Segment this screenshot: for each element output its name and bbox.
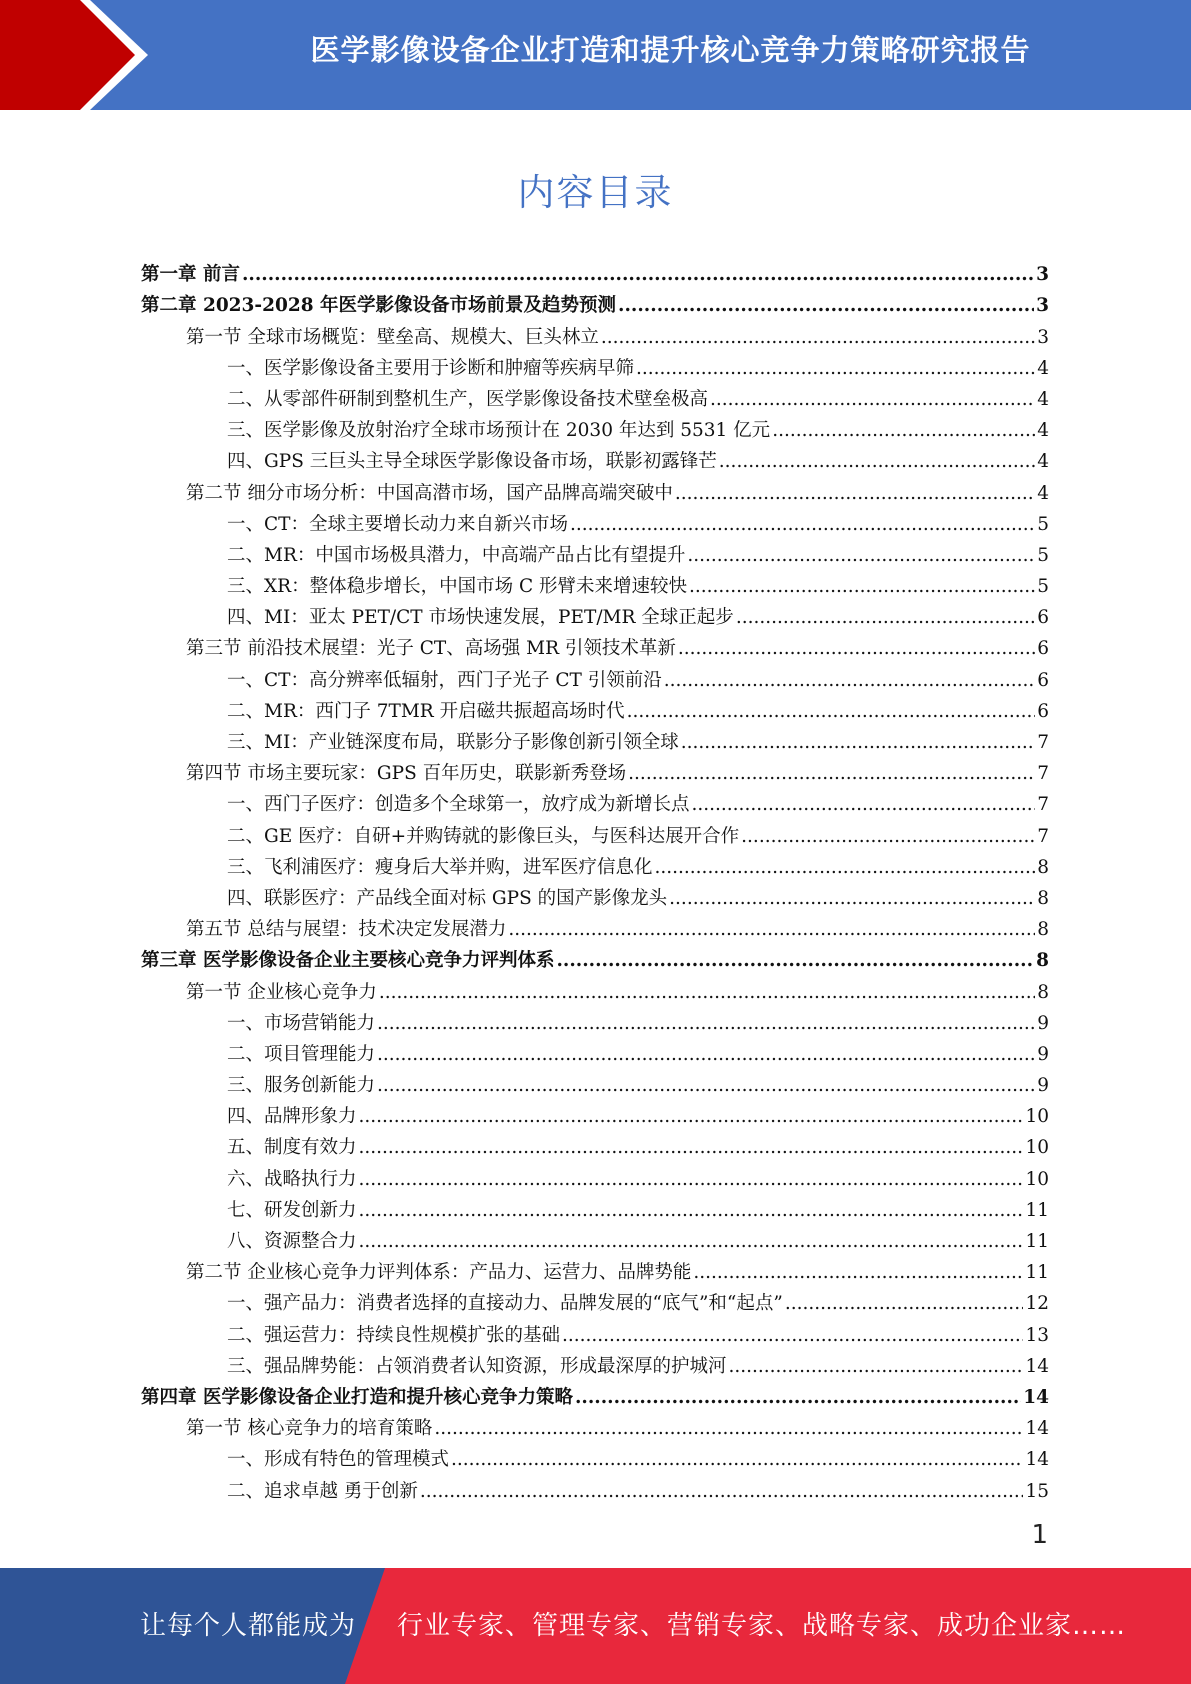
toc-entry-page: 13	[1025, 1324, 1049, 1346]
toc-entry-title: 三、强品牌势能：占领消费者认知资源，形成最深厚的护城河	[227, 1355, 727, 1377]
toc-entry-page: 15	[1025, 1480, 1049, 1502]
toc-entry[interactable]	[141, 349, 1049, 380]
toc-leader-dots	[508, 919, 1035, 941]
toc-entry-page: 10	[1025, 1168, 1049, 1190]
toc-entry[interactable]	[141, 879, 1049, 910]
toc-entry-title: 四、联影医疗：产品线全面对标 GPS 的国产影像龙头	[227, 887, 668, 909]
toc-entry-title: 一、强产品力：消费者选择的直接动力、品牌发展的“底气”和“起点”	[227, 1293, 783, 1315]
toc-leader-dots	[689, 576, 1035, 598]
toc-leader-dots	[678, 638, 1035, 660]
toc-leader-dots	[628, 763, 1035, 785]
toc-entry[interactable]	[141, 785, 1049, 816]
toc-entry[interactable]	[141, 754, 1049, 785]
toc-entry[interactable]	[141, 411, 1049, 442]
toc-entry-title: 第三章 医学影像设备企业主要核心竞争力评判体系	[141, 950, 555, 972]
toc-entry[interactable]	[141, 660, 1049, 691]
toc-entry[interactable]	[141, 536, 1049, 567]
toc-entry-title: 一、西门子医疗：创造多个全球第一，放疗成为新增长点	[227, 794, 690, 816]
toc-entry[interactable]	[141, 692, 1049, 723]
toc-entry-page: 5	[1037, 576, 1049, 598]
toc-entry-title: 第四节 市场主要玩家：GPS 百年历史，联影新秀登场	[186, 763, 627, 785]
toc-leader-dots	[681, 732, 1035, 754]
toc-entry-title: 四、GPS 三巨头主导全球医学影像设备市场，联影初露锋芒	[227, 451, 717, 473]
toc-entry-title: 二、强运营力：持续良性规模扩张的基础	[227, 1324, 561, 1346]
toc-entry-page: 8	[1037, 856, 1049, 878]
toc-leader-dots	[772, 420, 1035, 442]
toc-entry-title: 一、CT：高分辨率低辐射，西门子光子 CT 引领前沿	[227, 669, 662, 691]
toc-entry[interactable]	[141, 1440, 1049, 1471]
toc-entry[interactable]	[141, 1284, 1049, 1315]
toc-entry[interactable]	[141, 972, 1049, 1003]
toc-entry[interactable]	[141, 380, 1049, 411]
toc-entry-title: 四、品牌形象力	[227, 1106, 357, 1128]
toc-entry-page: 8	[1037, 981, 1049, 1003]
toc-entry-title: 第五节 总结与展望：技术决定发展潜力	[186, 919, 507, 941]
toc-entry-page: 4	[1037, 482, 1049, 504]
toc-entry-page: 6	[1037, 607, 1049, 629]
toc-leader-dots	[434, 1418, 1023, 1440]
toc-entry[interactable]	[141, 1159, 1049, 1190]
toc-entry-page: 6	[1037, 700, 1049, 722]
toc-leader-dots	[359, 1231, 1024, 1253]
toc-entry-title: 七、研发创新力	[227, 1199, 357, 1221]
toc-entry-page: 5	[1037, 544, 1049, 566]
toc-leader-dots	[627, 701, 1036, 723]
toc-leader-dots	[785, 1293, 1024, 1315]
toc-entry[interactable]	[141, 1471, 1049, 1502]
footer-slogan-right: 行业专家、管理专家、营销专家、战略专家、成功企业家……	[397, 1611, 1127, 1641]
toc-leader-dots	[636, 358, 1035, 380]
toc-entry-title: 五、制度有效力	[227, 1137, 357, 1159]
toc-entry[interactable]	[141, 1253, 1049, 1284]
toc-entry-title: 一、CT：全球主要增长动力来自新兴市场	[227, 513, 568, 535]
toc-entry-page: 14	[1025, 1418, 1049, 1440]
toc-entry-page: 8	[1037, 887, 1049, 909]
page-footer	[0, 1568, 1191, 1684]
footer-slogan-left: 让每个人都能成为	[140, 1611, 357, 1641]
toc-entry-title: 二、MR：中国市场极具潜力，中高端产品占比有望提升	[227, 544, 686, 566]
toc-entry[interactable]	[141, 473, 1049, 504]
toc-entry[interactable]	[141, 255, 1049, 286]
toc-entry-page: 4	[1037, 357, 1049, 379]
toc-entry-title: 二、项目管理能力	[227, 1043, 376, 1065]
toc-leader-dots	[379, 982, 1035, 1004]
toc-entry[interactable]	[141, 317, 1049, 348]
toc-entry-title: 三、医学影像及放射治疗全球市场预计在 2030 年达到 5531 亿元	[227, 420, 771, 442]
toc-entry-title: 第二节 细分市场分析：中国高潜市场，国产品牌高端突破中	[186, 482, 673, 504]
toc-entry-title: 二、GE 医疗：自研+并购铸就的影像巨头，与医科达展开合作	[227, 825, 740, 847]
toc-entry-title: 第四章 医学影像设备企业打造和提升核心竞争力策略	[141, 1386, 573, 1408]
toc-entry-page: 3	[1037, 326, 1049, 348]
toc-entry-page: 11	[1025, 1262, 1049, 1284]
toc-heading: 内容目录	[517, 171, 674, 214]
toc-entry-page: 9	[1037, 1012, 1049, 1034]
toc-entry-page: 7	[1037, 732, 1049, 753]
toc-entry-title: 一、医学影像设备主要用于诊断和肿瘤等疾病早筛	[227, 357, 635, 379]
toc-entry-page: 9	[1037, 1043, 1049, 1065]
toc-entry-page: 4	[1037, 388, 1049, 410]
toc-leader-dots	[570, 514, 1035, 536]
toc-entry-title: 第一节 核心竞争力的培育策略	[186, 1418, 433, 1440]
toc-entry-page: 10	[1025, 1106, 1049, 1128]
toc-entry-title: 四、MI：亚太 PET/CT 市场快速发展，PET/MR 全球正起步	[227, 607, 734, 629]
toc-entry[interactable]	[141, 1066, 1049, 1097]
toc-leader-dots	[687, 545, 1035, 567]
toc-entry-title: 三、MI：产业链深度布局，联影分子影像创新引领全球	[227, 732, 679, 753]
toc-entry-title: 八、资源整合力	[227, 1231, 357, 1252]
page-header	[0, 0, 1191, 110]
toc-entry[interactable]	[141, 1409, 1049, 1440]
toc-entry-page: 8	[1037, 919, 1049, 941]
toc-leader-dots	[359, 1137, 1024, 1159]
toc-entry[interactable]	[141, 567, 1049, 598]
toc-entry-page: 14	[1025, 1449, 1049, 1471]
toc-entry-page: 4	[1037, 420, 1049, 442]
toc-entry-page: 10	[1025, 1137, 1049, 1159]
toc-entry[interactable]	[141, 505, 1049, 536]
toc-entry-page: 6	[1037, 669, 1049, 691]
toc-leader-dots	[359, 1200, 1024, 1222]
toc-entry-page: 9	[1037, 1075, 1049, 1097]
toc-entry[interactable]	[141, 442, 1049, 473]
toc-entry-title: 第一节 企业核心竞争力	[186, 981, 377, 1003]
toc-entry-title: 第三节 前沿技术展望：光子 CT、高场强 MR 引领技术革新	[186, 638, 676, 660]
toc-leader-dots	[575, 1387, 1021, 1409]
toc-leader-dots	[556, 950, 1034, 972]
toc-entry-title: 一、形成有特色的管理模式	[227, 1449, 450, 1471]
toc-leader-dots	[601, 327, 1035, 349]
toc-entry[interactable]	[141, 1035, 1049, 1066]
toc-leader-dots	[420, 1481, 1024, 1503]
report-title: 医学影像设备企业打造和提升核心竞争力策略研究报告	[310, 33, 1031, 67]
toc-entry[interactable]	[141, 1347, 1049, 1378]
toc-entry-title: 三、服务创新能力	[227, 1075, 376, 1097]
toc-entry-title: 一、市场营销能力	[227, 1012, 376, 1034]
toc-leader-dots	[729, 1356, 1024, 1378]
toc-leader-dots	[377, 1075, 1035, 1097]
toc-entry-title: 三、飞利浦医疗：瘦身后大举并购，进军医疗信息化	[227, 856, 653, 878]
toc-entry-page: 7	[1037, 794, 1049, 816]
toc-leader-dots	[562, 1325, 1023, 1347]
toc-entry-page: 3	[1036, 295, 1049, 317]
toc-entry[interactable]	[141, 1128, 1049, 1159]
toc-entry-page: 12	[1025, 1293, 1049, 1315]
toc-entry-page: 7	[1037, 825, 1049, 847]
table-of-contents	[141, 255, 1049, 1503]
toc-entry-page: 14	[1025, 1355, 1049, 1377]
toc-entry-page: 14	[1023, 1386, 1049, 1408]
toc-entry[interactable]	[141, 1222, 1049, 1253]
toc-entry[interactable]	[141, 286, 1049, 317]
toc-entry[interactable]	[141, 1315, 1049, 1346]
toc-leader-dots	[710, 389, 1035, 411]
toc-entry[interactable]	[141, 1004, 1049, 1035]
toc-entry[interactable]	[141, 629, 1049, 660]
toc-leader-dots	[664, 670, 1035, 692]
toc-entry[interactable]	[141, 848, 1049, 879]
toc-entry-page: 8	[1036, 950, 1049, 972]
toc-entry-page: 7	[1037, 763, 1049, 785]
toc-leader-dots	[618, 295, 1034, 317]
toc-entry-page: 6	[1037, 638, 1049, 660]
toc-entry-page: 5	[1037, 513, 1049, 535]
toc-entry-title: 第二章 2023-2028 年医学影像设备市场前景及趋势预测	[141, 295, 617, 317]
page-number: 1	[1031, 1520, 1048, 1550]
toc-entry[interactable]	[141, 723, 1049, 754]
toc-leader-dots	[736, 607, 1035, 629]
toc-entry[interactable]	[141, 941, 1049, 972]
toc-entry[interactable]	[141, 1378, 1049, 1409]
toc-entry[interactable]	[141, 1097, 1049, 1128]
toc-entry-page: 11	[1025, 1199, 1049, 1221]
toc-leader-dots	[359, 1169, 1024, 1191]
toc-entry-title: 三、XR：整体稳步增长，中国市场 C 形臂未来增速较快	[227, 576, 688, 598]
toc-entry-title: 第一节 全球市场概览：壁垒高、规模大、巨头林立	[186, 326, 599, 348]
toc-entry-title: 二、从零部件研制到整机生产，医学影像设备技术壁垒极高	[227, 388, 709, 410]
toc-entry[interactable]	[141, 910, 1049, 941]
toc-entry-page: 3	[1036, 264, 1049, 286]
toc-entry-title: 六、战略执行力	[227, 1168, 357, 1190]
toc-entry[interactable]	[141, 816, 1049, 847]
toc-leader-dots	[242, 264, 1034, 286]
toc-leader-dots	[693, 1262, 1023, 1284]
toc-leader-dots	[675, 483, 1035, 505]
toc-entry-title: 二、MR：西门子 7TMR 开启磁共振超高场时代	[227, 700, 625, 722]
toc-entry-title: 第一章 前言	[141, 264, 240, 286]
toc-leader-dots	[692, 794, 1036, 816]
toc-leader-dots	[669, 888, 1035, 910]
toc-leader-dots	[451, 1449, 1023, 1471]
toc-entry-page: 11	[1025, 1231, 1049, 1252]
toc-leader-dots	[655, 857, 1036, 879]
toc-leader-dots	[359, 1106, 1024, 1128]
toc-entry-page: 4	[1037, 451, 1049, 473]
toc-leader-dots	[377, 1044, 1035, 1066]
toc-leader-dots	[377, 1013, 1035, 1035]
toc-entry-title: 第二节 企业核心竞争力评判体系：产品力、运营力、品牌势能	[186, 1262, 692, 1284]
toc-leader-dots	[719, 451, 1035, 473]
toc-leader-dots	[741, 826, 1035, 848]
toc-entry[interactable]	[141, 598, 1049, 629]
toc-entry[interactable]	[141, 1191, 1049, 1222]
toc-entry-title: 二、追求卓越 勇于创新	[227, 1480, 418, 1502]
